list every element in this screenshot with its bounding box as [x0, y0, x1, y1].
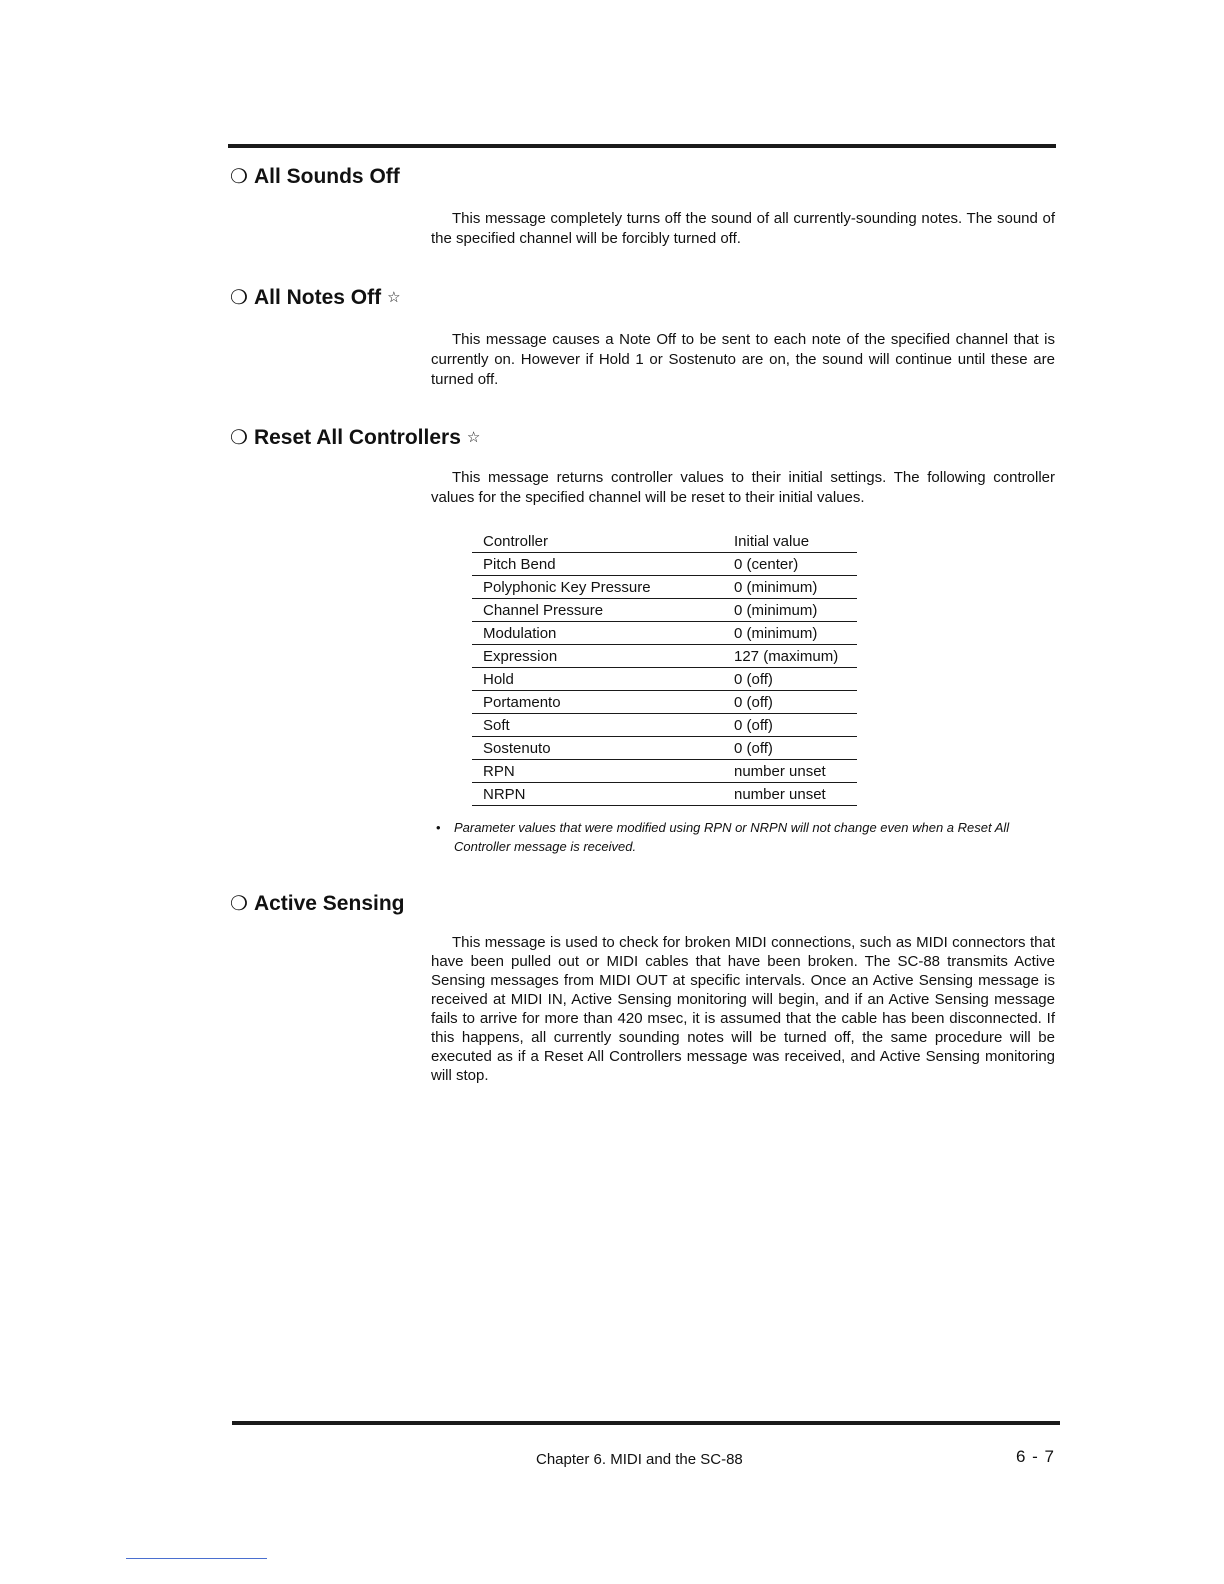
top-rule	[228, 144, 1056, 148]
reset-all-controllers-description: This message returns controller values to their initial settings. The following controller values for the specified channel will be reset to their initial values.	[431, 469, 1055, 506]
controller-cell: Channel Pressure	[472, 599, 723, 622]
column-header-initial-value: Initial value	[723, 530, 857, 553]
initial-value-cell: 0 (minimum)	[723, 576, 857, 599]
star-icon: ☆	[387, 289, 401, 306]
circle-bullet-icon: ❍	[230, 166, 248, 188]
initial-value-cell: 0 (off)	[723, 714, 857, 737]
circle-bullet-icon: ❍	[230, 287, 248, 309]
initial-value-cell: 0 (minimum)	[723, 622, 857, 645]
table-row	[472, 622, 857, 645]
initial-value-cell: number unset	[723, 760, 857, 783]
table-header-row	[472, 530, 857, 553]
table-row	[472, 714, 857, 737]
table-row	[472, 737, 857, 760]
controller-cell: RPN	[472, 760, 723, 783]
controller-cell: Polyphonic Key Pressure	[472, 576, 723, 599]
table-row	[472, 760, 857, 783]
heading-title: Active Sensing	[253, 892, 405, 915]
all-notes-off-description: This message causes a Note Off to be sent to each note of the specified channel that is currently on. However if Hold 1 or Sostenuto are on, the sound will continue until these are turned off.	[431, 331, 1055, 388]
controller-cell: Sostenuto	[472, 737, 723, 760]
bottom-rule	[232, 1421, 1060, 1425]
table-row	[472, 599, 857, 622]
scan-artifact-line	[126, 1558, 267, 1559]
all-sounds-off-description: This message completely turns off the sound of all currently-sounding notes. The sound of the specified channel will be forcibly turned off.	[431, 210, 1055, 247]
star-icon: ☆	[466, 429, 481, 446]
initial-value-cell: 0 (off)	[723, 737, 857, 760]
controller-cell: NRPN	[472, 783, 723, 806]
circle-bullet-icon: ❍	[230, 893, 248, 915]
circle-bullet-icon: ❍	[230, 427, 248, 449]
active-sensing-description: This message is used to check for broken MIDI connections, such as MIDI connectors that have been pulled out or MIDI cables that have been broken. The SC-88 transmits Active Sensing messages from MIDI OUT at specific intervals. Once an Active Sensing message is received at MIDI IN, Active Sensing monitoring will begin, and if an Active Sensing message fails to arrive for more than 420 msec, it is assumed that the cable has been disconnected. If this happens, all currently sounding notes will be turned off, the same procedure will be executed as if a Reset All Controllers message was received, and Active Sensing monitoring will stop.	[431, 934, 1055, 1084]
heading-reset-all-controllers	[230, 425, 480, 450]
note-text: Parameter values that were modified using RPN or NRPN will not change even when a Reset All Controller message is received.	[454, 820, 1010, 854]
initial-value-cell: 0 (off)	[723, 668, 857, 691]
table-row	[472, 553, 857, 576]
initial-value-cell: 0 (center)	[723, 553, 857, 576]
initial-value-cell: 0 (minimum)	[723, 599, 857, 622]
table-row	[472, 668, 857, 691]
controller-cell: Soft	[472, 714, 723, 737]
controller-cell: Expression	[472, 645, 723, 668]
table-row	[472, 576, 857, 599]
heading-active-sensing	[230, 891, 405, 916]
heading-all-sounds-off	[230, 164, 400, 189]
footer-chapter-title: Chapter 6. MIDI and the SC-88	[536, 1451, 743, 1468]
reset-note	[436, 818, 1046, 856]
initial-value-cell: 0 (off)	[723, 691, 857, 714]
controller-cell: Pitch Bend	[472, 553, 723, 576]
heading-all-notes-off	[230, 285, 401, 310]
table-row	[472, 691, 857, 714]
heading-title: All Notes Off	[253, 286, 382, 309]
controller-cell: Modulation	[472, 622, 723, 645]
heading-title: All Sounds Off	[253, 165, 400, 188]
initial-value-cell: number unset	[723, 783, 857, 806]
table-row	[472, 645, 857, 668]
controller-table	[472, 530, 857, 806]
initial-value-cell: 127 (maximum)	[723, 645, 857, 668]
controller-cell: Portamento	[472, 691, 723, 714]
heading-title: Reset All Controllers	[253, 426, 461, 449]
controller-cell: Hold	[472, 668, 723, 691]
page-number: 6 - 7	[1016, 1447, 1056, 1466]
table-row	[472, 783, 857, 806]
column-header-controller: Controller	[472, 530, 723, 553]
bullet-icon: •	[436, 820, 441, 835]
